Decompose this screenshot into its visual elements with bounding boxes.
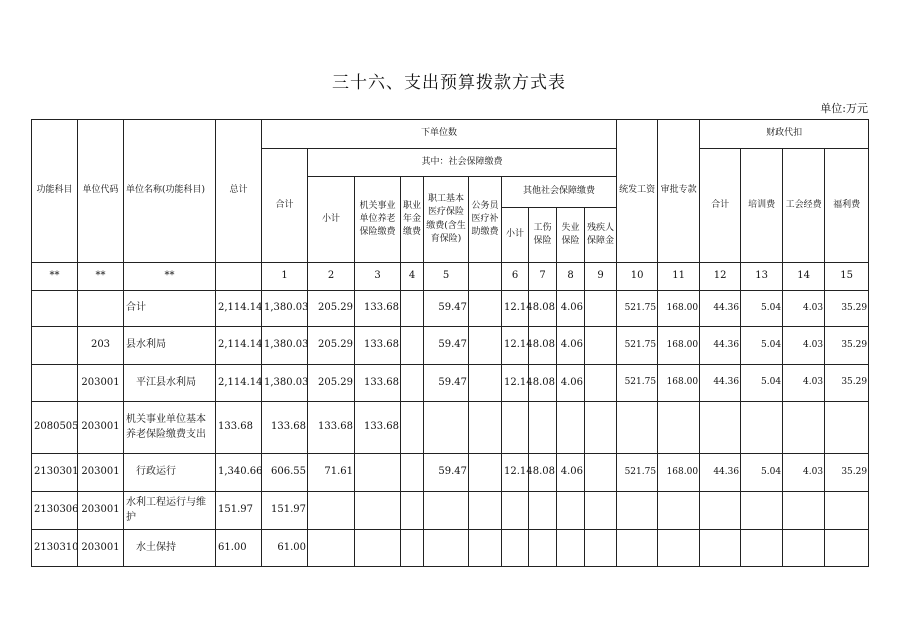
cell-union <box>783 492 825 530</box>
cell-welfare: 35.29 <box>825 454 869 492</box>
header-other-xiaoji: 小计 <box>502 208 529 263</box>
header-social-security: 其中：社会保障缴费 <box>308 149 617 177</box>
cell-pension: 133.68 <box>355 291 401 327</box>
cell-pension: 133.68 <box>355 402 401 454</box>
cell-approved-funds: 168.00 <box>658 454 700 492</box>
header-heji: 合计 <box>262 149 308 263</box>
cell-pension: 133.68 <box>355 365 401 402</box>
index-cell: 7 <box>529 263 557 291</box>
cell-unit-name: 机关事业单位基本养老保险缴费支出 <box>124 402 216 454</box>
cell-approved-funds <box>658 530 700 567</box>
table-row <box>32 365 869 402</box>
cell-total: 61.00 <box>216 530 262 567</box>
cell-annuity <box>401 327 424 365</box>
cell-union: 4.03 <box>783 365 825 402</box>
cell-unemployment <box>557 530 585 567</box>
cell-annuity <box>401 492 424 530</box>
cell-xiaoji: 205.29 <box>308 327 355 365</box>
cell-unit-name: 水土保持 <box>124 530 216 567</box>
header-disability: 残疾人保障金 <box>585 208 617 263</box>
index-cell: 1 <box>262 263 308 291</box>
cell-civil-medical <box>469 530 502 567</box>
cell-unit-code: 203001 <box>78 402 124 454</box>
table-row <box>32 327 869 365</box>
header-medical: 职工基本医疗保险缴费(含生育保险) <box>424 177 469 263</box>
cell-unit-name: 水利工程运行与维护 <box>124 492 216 530</box>
index-cell: ** <box>78 263 124 291</box>
header-training: 培训费 <box>741 149 783 263</box>
cell-welfare <box>825 530 869 567</box>
header-unified-salary: 统发工资 <box>617 120 658 263</box>
cell-unit-name: 平江县水利局 <box>124 365 216 402</box>
index-cell: 2 <box>308 263 355 291</box>
index-cell: 4 <box>401 263 424 291</box>
header-unit-name: 单位名称(功能科目) <box>124 120 216 263</box>
cell-civil-medical <box>469 454 502 492</box>
header-annuity: 职业年金缴费 <box>401 177 424 263</box>
header-unemployment: 失业保险 <box>557 208 585 263</box>
table-row <box>32 530 869 567</box>
cell-unified-salary <box>617 402 658 454</box>
cell-annuity <box>401 365 424 402</box>
cell-medical <box>424 402 469 454</box>
cell-total: 133.68 <box>216 402 262 454</box>
cell-injury: 8.08 <box>529 291 557 327</box>
index-cell: 6 <box>502 263 529 291</box>
cell-welfare: 35.29 <box>825 327 869 365</box>
index-cell: 8 <box>557 263 585 291</box>
cell-unit-code: 203001 <box>78 365 124 402</box>
cell-injury <box>529 530 557 567</box>
cell-total: 2,114.14 <box>216 327 262 365</box>
cell-total: 1,340.66 <box>216 454 262 492</box>
header-pension: 机关事业单位养老保险缴费 <box>355 177 401 263</box>
index-row <box>32 263 869 291</box>
cell-heji: 1,380.03 <box>262 291 308 327</box>
cell-unemployment <box>557 402 585 454</box>
index-cell: 14 <box>783 263 825 291</box>
header-injury: 工伤保险 <box>529 208 557 263</box>
cell-pension <box>355 530 401 567</box>
cell-xiaoji: 205.29 <box>308 365 355 402</box>
cell-disability <box>585 530 617 567</box>
cell-disability <box>585 327 617 365</box>
cell-other-xiaoji: 12.14 <box>502 291 529 327</box>
cell-medical: 59.47 <box>424 365 469 402</box>
cell-training: 5.04 <box>741 454 783 492</box>
cell-pension: 133.68 <box>355 327 401 365</box>
cell-other-xiaoji: 12.14 <box>502 327 529 365</box>
cell-approved-funds: 168.00 <box>658 327 700 365</box>
cell-training: 5.04 <box>741 365 783 402</box>
cell-unemployment: 4.06 <box>557 365 585 402</box>
cell-unemployment: 4.06 <box>557 291 585 327</box>
data-rows <box>32 291 869 567</box>
header-union: 工会经费 <box>783 149 825 263</box>
cell-medical: 59.47 <box>424 327 469 365</box>
cell-heji: 61.00 <box>262 530 308 567</box>
cell-disability <box>585 402 617 454</box>
cell-heji: 133.68 <box>262 402 308 454</box>
cell-medical: 59.47 <box>424 454 469 492</box>
cell-approved-funds: 168.00 <box>658 291 700 327</box>
cell-unemployment <box>557 492 585 530</box>
cell-injury: 8.08 <box>529 454 557 492</box>
cell-annuity <box>401 454 424 492</box>
cell-training <box>741 530 783 567</box>
header-approved-funds: 审批专款 <box>658 120 700 263</box>
index-cell: 11 <box>658 263 700 291</box>
unit-label: 单位:万元 <box>820 102 868 115</box>
cell-unemployment: 4.06 <box>557 454 585 492</box>
cell-heji: 606.55 <box>262 454 308 492</box>
cell-fw-heji: 44.36 <box>700 454 741 492</box>
cell-total: 151.97 <box>216 492 262 530</box>
header-total: 总计 <box>216 120 262 263</box>
cell-annuity <box>401 291 424 327</box>
cell-medical <box>424 530 469 567</box>
cell-approved-funds <box>658 402 700 454</box>
table-row <box>32 291 869 327</box>
cell-civil-medical <box>469 402 502 454</box>
budget-table <box>31 119 869 567</box>
index-cell: 15 <box>825 263 869 291</box>
cell-annuity <box>401 402 424 454</box>
header-other-social: 其他社会保障缴费 <box>502 177 617 208</box>
index-cell: 13 <box>741 263 783 291</box>
cell-fw-heji: 44.36 <box>700 327 741 365</box>
cell-union <box>783 530 825 567</box>
table-row <box>32 492 869 530</box>
cell-injury <box>529 402 557 454</box>
cell-training: 5.04 <box>741 291 783 327</box>
cell-unemployment: 4.06 <box>557 327 585 365</box>
cell-unified-salary: 521.75 <box>617 454 658 492</box>
cell-disability <box>585 492 617 530</box>
cell-fw-heji <box>700 402 741 454</box>
cell-welfare: 35.29 <box>825 291 869 327</box>
cell-unified-salary <box>617 530 658 567</box>
table-row <box>32 402 869 454</box>
cell-heji: 1,380.03 <box>262 365 308 402</box>
cell-unified-salary: 521.75 <box>617 291 658 327</box>
header-civil-medical: 公务员医疗补助缴费 <box>469 177 502 263</box>
cell-heji: 1,380.03 <box>262 327 308 365</box>
cell-unit-name: 行政运行 <box>124 454 216 492</box>
cell-civil-medical <box>469 492 502 530</box>
cell-fw-heji: 44.36 <box>700 291 741 327</box>
cell-approved-funds: 168.00 <box>658 365 700 402</box>
index-cell: ** <box>124 263 216 291</box>
header-welfare: 福利费 <box>825 149 869 263</box>
table-row <box>32 454 869 492</box>
cell-other-xiaoji: 12.14 <box>502 365 529 402</box>
cell-welfare <box>825 492 869 530</box>
cell-heji: 151.97 <box>262 492 308 530</box>
cell-func-code <box>32 291 78 327</box>
cell-unit-code: 203001 <box>78 530 124 567</box>
cell-total: 2,114.14 <box>216 365 262 402</box>
cell-union: 4.03 <box>783 291 825 327</box>
cell-disability <box>585 291 617 327</box>
cell-union <box>783 402 825 454</box>
cell-unit-name: 县水利局 <box>124 327 216 365</box>
cell-fw-heji: 44.36 <box>700 365 741 402</box>
header-fw-heji: 合计 <box>700 149 741 263</box>
cell-pension <box>355 454 401 492</box>
index-cell: 5 <box>424 263 469 291</box>
cell-pension <box>355 492 401 530</box>
cell-func-code <box>32 327 78 365</box>
header-lower-units: 下单位数 <box>262 120 617 149</box>
cell-union: 4.03 <box>783 327 825 365</box>
index-cell <box>216 263 262 291</box>
cell-unified-salary: 521.75 <box>617 327 658 365</box>
cell-other-xiaoji <box>502 530 529 567</box>
cell-civil-medical <box>469 327 502 365</box>
header-finance-withhold: 财政代扣 <box>700 120 869 149</box>
cell-func-code: 2080505 <box>32 402 78 454</box>
cell-welfare: 35.29 <box>825 365 869 402</box>
cell-xiaoji: 71.61 <box>308 454 355 492</box>
index-cell: 12 <box>700 263 741 291</box>
cell-unified-salary: 521.75 <box>617 365 658 402</box>
cell-unit-code: 203 <box>78 327 124 365</box>
index-cell: 9 <box>585 263 617 291</box>
cell-func-code <box>32 365 78 402</box>
cell-func-code: 2130306 <box>32 492 78 530</box>
header-xiaoji: 小计 <box>308 177 355 263</box>
index-cell: ** <box>32 263 78 291</box>
cell-union: 4.03 <box>783 454 825 492</box>
index-cell: 10 <box>617 263 658 291</box>
cell-unit-code: 203001 <box>78 454 124 492</box>
cell-unit-code <box>78 291 124 327</box>
cell-injury: 8.08 <box>529 327 557 365</box>
cell-welfare <box>825 402 869 454</box>
cell-xiaoji: 133.68 <box>308 402 355 454</box>
index-cell <box>469 263 502 291</box>
cell-unified-salary <box>617 492 658 530</box>
cell-annuity <box>401 530 424 567</box>
cell-medical: 59.47 <box>424 291 469 327</box>
cell-xiaoji <box>308 492 355 530</box>
cell-civil-medical <box>469 365 502 402</box>
cell-other-xiaoji: 12.14 <box>502 454 529 492</box>
cell-injury: 8.08 <box>529 365 557 402</box>
cell-other-xiaoji <box>502 492 529 530</box>
page-title: 三十六、支出预算拨款方式表 <box>332 73 566 93</box>
cell-func-code: 2130301 <box>32 454 78 492</box>
cell-func-code: 2130310 <box>32 530 78 567</box>
cell-fw-heji <box>700 530 741 567</box>
header-func-code: 功能科目 <box>32 120 78 263</box>
cell-injury <box>529 492 557 530</box>
cell-other-xiaoji <box>502 402 529 454</box>
cell-approved-funds <box>658 492 700 530</box>
cell-xiaoji: 205.29 <box>308 291 355 327</box>
cell-medical <box>424 492 469 530</box>
cell-total: 2,114.14 <box>216 291 262 327</box>
cell-xiaoji <box>308 530 355 567</box>
cell-training <box>741 402 783 454</box>
cell-fw-heji <box>700 492 741 530</box>
index-cell: 3 <box>355 263 401 291</box>
cell-unit-code: 203001 <box>78 492 124 530</box>
cell-disability <box>585 365 617 402</box>
cell-training <box>741 492 783 530</box>
cell-training: 5.04 <box>741 327 783 365</box>
cell-unit-name: 合计 <box>124 291 216 327</box>
cell-disability <box>585 454 617 492</box>
cell-civil-medical <box>469 291 502 327</box>
header-unit-code: 单位代码 <box>78 120 124 263</box>
